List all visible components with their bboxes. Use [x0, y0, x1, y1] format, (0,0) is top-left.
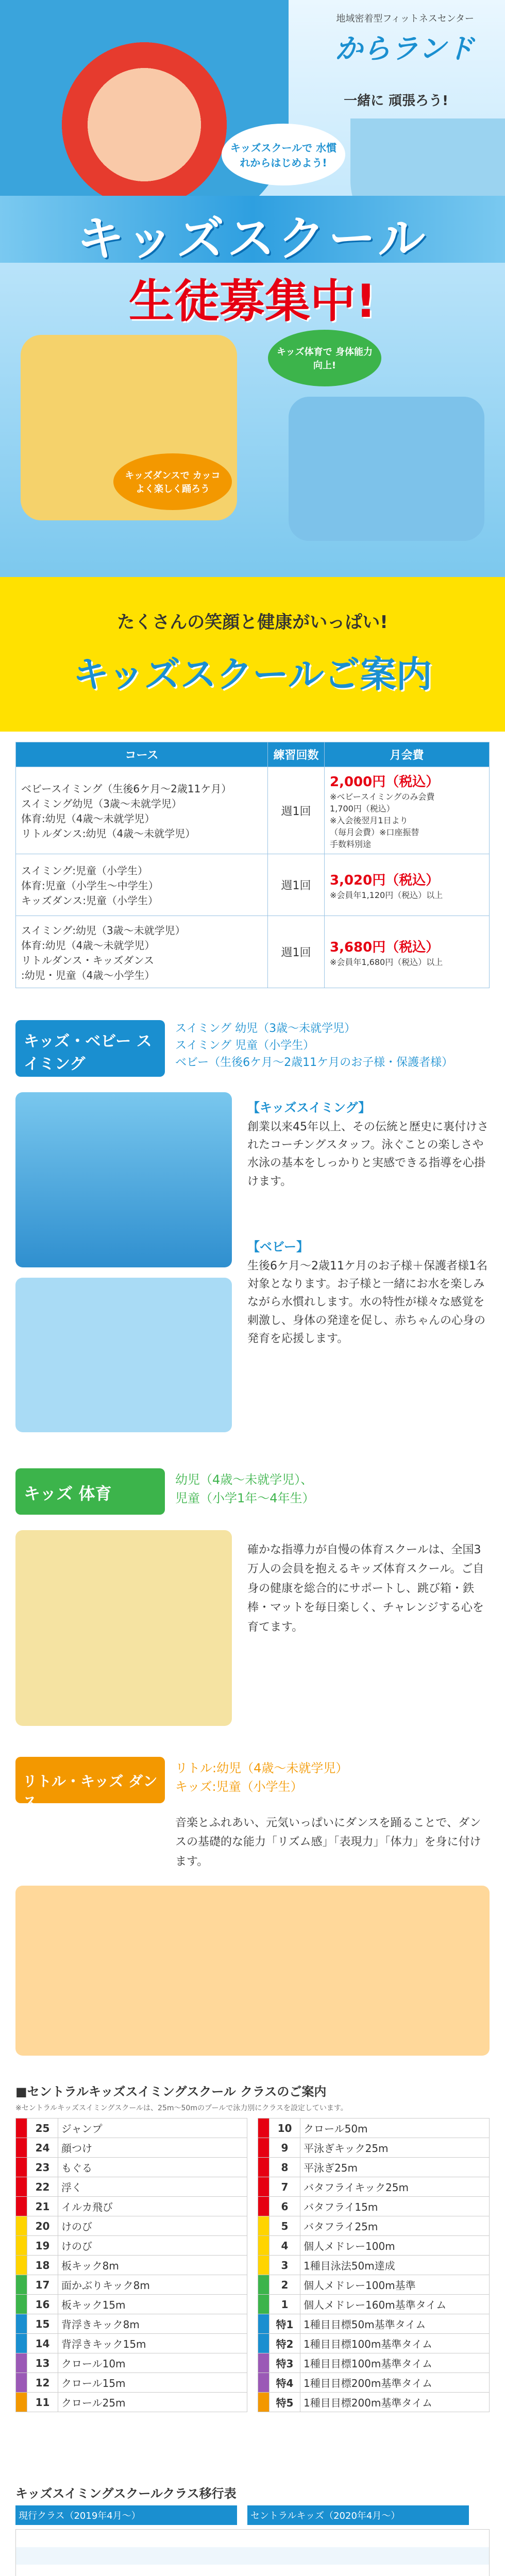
level-grade: 特5	[270, 2393, 300, 2412]
level-grade: 11	[27, 2393, 58, 2412]
level-grade: 特3	[270, 2353, 300, 2373]
level-grade: 22	[27, 2177, 58, 2197]
gym-tag: キッズ 体育	[15, 1468, 165, 1515]
level-name: クロール10m	[58, 2353, 247, 2373]
level-color	[258, 2353, 270, 2373]
level-row	[16, 2275, 247, 2295]
level-color	[258, 2177, 270, 2197]
dance-section	[0, 1752, 505, 2071]
level-row	[16, 2373, 247, 2393]
level-row	[258, 2295, 490, 2314]
level-row	[258, 2353, 490, 2373]
level-name: けのび	[58, 2236, 247, 2256]
level-color	[258, 2236, 270, 2256]
level-color	[16, 2177, 27, 2197]
transfer-title: キッズスイミングスクールクラス移行表	[15, 2486, 237, 2501]
price-section	[0, 742, 505, 999]
level-name: 背浮きキック8m	[58, 2314, 247, 2334]
level-color	[258, 2138, 270, 2158]
price-times: 週1回	[268, 767, 325, 854]
level-color	[16, 2256, 27, 2275]
level-row	[258, 2314, 490, 2334]
price-times: 週1回	[268, 854, 325, 916]
level-color	[16, 2275, 27, 2295]
level-grade: 24	[27, 2138, 58, 2158]
level-row	[258, 2158, 490, 2177]
price-note: ※会員年1,680円（税込）以上	[330, 957, 443, 967]
level-row	[258, 2334, 490, 2353]
level-row	[258, 2197, 490, 2216]
level-name: 個人メドレー100m	[300, 2236, 490, 2256]
level-name: 顔つけ	[58, 2138, 247, 2158]
level-grade: 21	[27, 2197, 58, 2216]
level-grade: 特1	[270, 2314, 300, 2334]
levels-note: ※セントラルキッズスイミングスクールは、25m〜50mのプールで泳力別にクラスを設定しています。	[15, 2104, 348, 2112]
level-grade: 17	[27, 2275, 58, 2295]
price-course: スイミング:幼児（3歳〜未就学児） 体育:幼児（4歳〜未就学児） リトルダンス・キッズダンス :幼児・児童（4歳〜小学生）	[16, 916, 268, 988]
level-grade: 20	[27, 2216, 58, 2236]
price-fee: 3,680円（税込）	[330, 939, 440, 955]
gym-text: 確かな指導力が自慢の体育スクールは、全国3万人の会員を抱えるキッズ体育スクール。ご自身の健康を総合的にサポートし、跳び箱・鉄棒・マットを毎日楽しく、チャレンジする心を育てます。	[247, 1544, 484, 1634]
level-row	[16, 2314, 247, 2334]
level-name: 個人メドレー160m基準タイム	[300, 2295, 490, 2314]
hero	[0, 0, 505, 577]
swim-photo-baby	[15, 1278, 232, 1432]
swim-section	[0, 1010, 505, 1463]
levels-table-right	[258, 2118, 490, 2412]
level-grade: 7	[270, 2177, 300, 2197]
level-row	[16, 2236, 247, 2256]
level-color	[258, 2256, 270, 2275]
bubble-dance: キッズダンスで カッコよく楽しく踊ろう	[113, 453, 232, 510]
level-name: イルカ飛び	[58, 2197, 247, 2216]
intro-title: キッズスクールご案内	[73, 653, 432, 696]
level-grade: 18	[27, 2256, 58, 2275]
level-row	[16, 2256, 247, 2275]
level-color	[258, 2393, 270, 2412]
level-row	[258, 2138, 490, 2158]
price-times: 週1回	[268, 916, 325, 988]
price-row	[16, 767, 490, 854]
level-row	[258, 2216, 490, 2236]
level-grade: 16	[27, 2295, 58, 2314]
level-color	[16, 2138, 27, 2158]
dance-photo	[15, 1886, 490, 2056]
swim-tag: キッズ・ベビー スイミング	[15, 1020, 165, 1077]
level-color	[258, 2119, 270, 2138]
level-row	[16, 2119, 247, 2138]
level-color	[16, 2158, 27, 2177]
swim-kids-title: 【キッズスイミング】	[247, 1100, 371, 1115]
bubble-gym: キッズ体育で 身体能力向上!	[268, 330, 381, 386]
swim-photo	[15, 1092, 232, 1267]
level-row	[258, 2256, 490, 2275]
level-name: 面かぶりキック8m	[58, 2275, 247, 2295]
levels-table-left	[15, 2118, 247, 2412]
level-color	[16, 2197, 27, 2216]
price-row	[16, 854, 490, 916]
level-grade: 特4	[270, 2373, 300, 2393]
level-name: 背浮きキック15m	[58, 2334, 247, 2353]
level-name: 1種目目標100m基準タイム	[300, 2334, 490, 2353]
subheadline: 生徒募集中!	[128, 275, 377, 328]
level-name: 浮く	[58, 2177, 247, 2197]
level-color	[16, 2393, 27, 2412]
level-grade: 12	[27, 2373, 58, 2393]
level-color	[258, 2197, 270, 2216]
transfer-grid	[15, 2529, 490, 2576]
level-grade: 8	[270, 2158, 300, 2177]
level-name: バタフライ25m	[300, 2216, 490, 2236]
gym-section	[0, 1463, 505, 1752]
level-name: 個人メドレー100m基準	[300, 2275, 490, 2295]
level-grade: 特2	[270, 2334, 300, 2353]
level-grade: 10	[270, 2119, 300, 2138]
level-row	[16, 2295, 247, 2314]
level-color	[16, 2373, 27, 2393]
price-header-fee: 月会費	[325, 742, 490, 767]
swim-baby-title: 【ベビー】	[247, 1240, 309, 1254]
level-color	[258, 2275, 270, 2295]
level-name: バタフライ15m	[300, 2197, 490, 2216]
price-note: ※ベビースイミングのみ会費 1,700円（税込） ※入会後翌月1日より （毎月会費）※口座振替 手数料別途	[330, 792, 435, 849]
swim-targets: スイミング 幼児（3歳〜未就学児） スイミング 児童（小学生） ベビー（生後6ケ月〜2歳11ケ月のお子様・保護者様）	[175, 1022, 453, 1069]
swim-kids-text: 創業以来45年以上、その伝統と歴史に裏付けされたコーチングスタッフ。泳ぐことの楽しさや水泳の基本をしっかりと実感できる指導を心掛けます。	[247, 1121, 489, 1188]
level-row	[16, 2197, 247, 2216]
level-grade: 6	[270, 2197, 300, 2216]
level-name: バタフライキック25m	[300, 2177, 490, 2197]
level-color	[16, 2119, 27, 2138]
level-color	[16, 2334, 27, 2353]
level-name: 1種目目標200m基準タイム	[300, 2393, 490, 2412]
level-row	[258, 2177, 490, 2197]
intro-lead: たくさんの笑顔と健康がいっぱい!	[117, 612, 388, 633]
level-name: 板キック8m	[58, 2256, 247, 2275]
level-name: 1種目泳法50m達成	[300, 2256, 490, 2275]
level-grade: 4	[270, 2236, 300, 2256]
dance-tag: リトル・キッズ ダンス	[15, 1757, 165, 1803]
level-row	[258, 2119, 490, 2138]
level-color	[258, 2314, 270, 2334]
price-header-times: 練習回数	[268, 742, 325, 767]
level-grade: 25	[27, 2119, 58, 2138]
dance-text: 音楽とふれあい、元気いっぱいにダンスを踊ることで、ダンスの基礎的な能力「リズム感」「表現力」「体力」を身に付けます。	[175, 1817, 481, 1868]
level-name: 1種目目標100m基準タイム	[300, 2353, 490, 2373]
level-row	[258, 2236, 490, 2256]
headline: キッズスクール	[76, 211, 429, 266]
level-grade: 3	[270, 2256, 300, 2275]
level-row	[16, 2353, 247, 2373]
level-row	[258, 2373, 490, 2393]
level-name: クロール50m	[300, 2119, 490, 2138]
level-row	[16, 2138, 247, 2158]
level-row	[258, 2393, 490, 2412]
transfer-new-label: セントラルキッズ（2020年4月〜）	[247, 2505, 469, 2525]
price-fee: 2,000円（税込）	[330, 774, 440, 790]
level-grade: 19	[27, 2236, 58, 2256]
level-color	[258, 2216, 270, 2236]
transfer-section	[0, 2483, 505, 2576]
price-fee: 3,020円（税込）	[330, 872, 440, 888]
level-color	[258, 2334, 270, 2353]
price-course: ベビースイミング（生後6ケ月〜2歳11ケ月） スイミング幼児（3歳〜未就学児） 体育:幼児（4歳〜未就学児） リトルダンス:幼児（4歳〜未就学児）	[16, 767, 268, 854]
levels-title: ■セントラルキッズスイミングスクール クラスのご案内	[15, 2084, 327, 2099]
level-name: けのび	[58, 2216, 247, 2236]
level-grade: 1	[270, 2295, 300, 2314]
transfer-old-label: 現行クラス（2019年4月〜）	[15, 2505, 237, 2525]
level-name: 1種目目標50m基準タイム	[300, 2314, 490, 2334]
level-row	[16, 2393, 247, 2412]
gym-photo	[15, 1530, 232, 1726]
level-color	[16, 2216, 27, 2236]
org-text: 地域密着型フィットネスセンター	[336, 13, 474, 24]
level-row	[16, 2158, 247, 2177]
level-color	[16, 2314, 27, 2334]
level-row	[258, 2275, 490, 2295]
level-name: 平泳ぎキック25m	[300, 2138, 490, 2158]
levels-section	[0, 2081, 505, 2473]
hero-photo-dance	[289, 397, 484, 541]
swim-baby-text: 生後6ケ月〜2歳11ケ月のお子様＋保護者様1名対象となります。お子様と一緒にお水を楽しみながら水慣れします。水の特性が様々な感覚を刺激し、身体の発達を促し、赤ちゃんの心身の発育を応援します。	[247, 1260, 487, 1345]
level-name: クロール25m	[58, 2393, 247, 2412]
price-note: ※会員年1,120円（税込）以上	[330, 890, 443, 900]
level-color	[258, 2373, 270, 2393]
level-color	[258, 2295, 270, 2314]
gym-targets: 幼児（4歳〜未就学児）、 児童（小学1年〜4年生）	[175, 1472, 315, 1505]
level-row	[16, 2216, 247, 2236]
level-row	[16, 2334, 247, 2353]
price-header-course: コース	[16, 742, 268, 767]
level-grade: 15	[27, 2314, 58, 2334]
level-grade: 2	[270, 2275, 300, 2295]
level-row	[16, 2177, 247, 2197]
price-course: スイミング:児童（小学生） 体育:児童（小学生〜中学生） キッズダンス:児童（小学生）	[16, 854, 268, 916]
logo[interactable]: からランド	[335, 32, 474, 65]
dance-targets: リトル:幼児（4歳〜未就学児） キッズ:児童（小学生）	[175, 1761, 348, 1794]
hero-photo-swimmer	[0, 0, 289, 227]
level-color	[16, 2295, 27, 2314]
level-color	[16, 2353, 27, 2373]
price-row	[16, 916, 490, 988]
level-grade: 5	[270, 2216, 300, 2236]
level-name: 板キック15m	[58, 2295, 247, 2314]
bubble-swim: キッズスクールで 水慣れからはじめよう!	[222, 124, 345, 185]
level-grade: 13	[27, 2353, 58, 2373]
tagline: 一緒に 頑張ろう!	[344, 93, 448, 109]
level-name: もぐる	[58, 2158, 247, 2177]
level-grade: 14	[27, 2334, 58, 2353]
level-grade: 23	[27, 2158, 58, 2177]
level-grade: 9	[270, 2138, 300, 2158]
price-table	[15, 742, 490, 988]
intro-banner	[0, 577, 505, 732]
level-color	[16, 2236, 27, 2256]
level-name: 1種目目標200m基準タイム	[300, 2373, 490, 2393]
level-name: 平泳ぎ25m	[300, 2158, 490, 2177]
level-name: クロール15m	[58, 2373, 247, 2393]
level-name: ジャンプ	[58, 2119, 247, 2138]
level-color	[258, 2158, 270, 2177]
